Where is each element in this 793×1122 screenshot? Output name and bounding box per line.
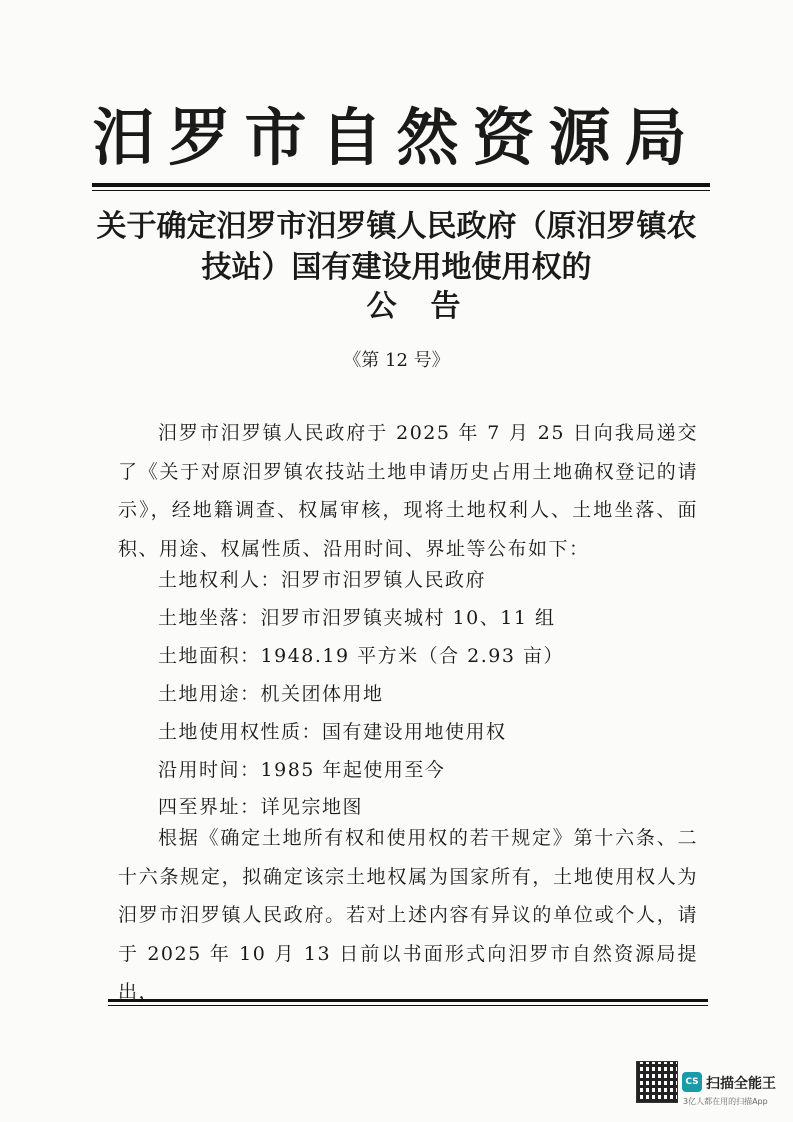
field-value: 机关团体用地	[260, 683, 384, 705]
footer-divider	[108, 999, 708, 1006]
field-label: 土地使用权性质：	[158, 721, 323, 743]
camscanner-tagline: 3亿人都在用的扫描App	[683, 1097, 768, 1106]
field-value: 国有建设用地使用权	[322, 721, 507, 743]
field-use-right-nature	[158, 717, 507, 747]
field-land-use	[158, 679, 384, 709]
field-value: 1985 年起使用至今	[260, 759, 446, 781]
notice-title-line-3: 公告	[366, 289, 495, 324]
field-land-area	[158, 641, 564, 671]
field-value: 汨罗市汨罗镇夹城村 10、11 组	[260, 607, 556, 629]
field-label: 土地权利人：	[158, 569, 282, 591]
field-land-owner	[158, 565, 486, 595]
header-divider	[92, 183, 710, 191]
field-label: 土地坐落：	[158, 607, 261, 629]
field-label: 土地面积：	[158, 645, 261, 667]
field-boundaries	[158, 792, 363, 822]
notice-title-line-1: 关于确定汨罗市汨罗镇人民政府（原汨罗镇农	[96, 209, 697, 244]
camscanner-name: 扫描全能王	[706, 1076, 776, 1092]
closing-paragraph: 根据《确定土地所有权和使用权的若干规定》第十六条、二十六条规定，拟确定该宗土地权属为国家所有，土地使用权人为汨罗市汨罗镇人民政府。若对上述内容有异议的单位或个人，请于 2025 年 10 月 13 日前以书面形式向汨罗市自然资源局提出，	[118, 827, 698, 1003]
camscanner-logo-icon: CS	[682, 1072, 702, 1092]
notice-title-line-2: 技站）国有建设用地使用权的	[201, 250, 592, 285]
qr-code-icon	[637, 1062, 677, 1102]
intro-paragraph: 汨罗市汨罗镇人民政府于 2025 年 7 月 25 日向我局递交了《关于对原汨罗镇农技站土地申请历史占用土地确权登记的请示》，经地籍调查、权属审核，现将土地权利人、土地坐落、面积、用途、权属性质、沿用时间、界址等公布如下：	[118, 422, 698, 560]
field-label: 土地用途：	[158, 683, 261, 705]
field-value: 1948.19 平方米（合 2.93 亩）	[260, 645, 565, 667]
agency-name: 汨罗市自然资源局	[92, 101, 701, 174]
field-value: 汨罗市汨罗镇人民政府	[281, 569, 487, 591]
field-use-period	[158, 755, 445, 785]
field-value: 详见宗地图	[260, 796, 364, 818]
field-label: 四至界址：	[158, 796, 261, 818]
field-land-location	[158, 603, 555, 633]
field-label: 沿用时间：	[158, 759, 261, 781]
document-number: 《第 12 号》	[343, 350, 450, 371]
